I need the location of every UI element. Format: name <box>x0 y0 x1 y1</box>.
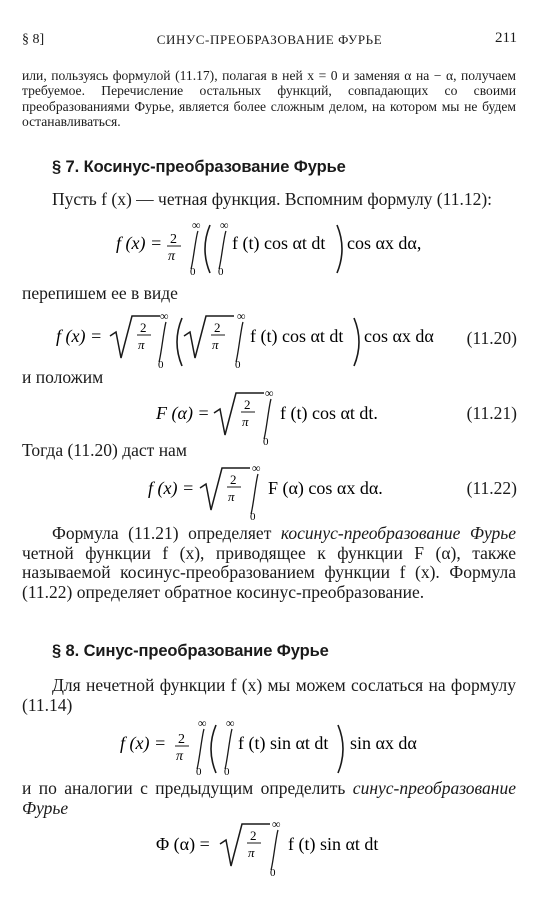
fraction-numerator: 2 <box>214 320 221 335</box>
lower-limit: 0 <box>218 266 224 277</box>
lower-limit: 0 <box>263 436 269 448</box>
integral-sign <box>236 322 243 362</box>
formula-11-14 <box>0 713 541 777</box>
s7-paragraph-3: и положим <box>22 367 104 387</box>
fraction-numerator: 2 <box>140 320 147 335</box>
formula-sine-transform <box>0 816 541 884</box>
equation-number-11-21: (11.21) <box>466 403 517 423</box>
fraction-numerator: 2 <box>170 232 177 247</box>
outer-factor: cos αx dα, <box>347 233 422 253</box>
lower-limit: 0 <box>250 511 256 523</box>
integrand: f (t) sin αt dt <box>288 834 379 854</box>
header-section-ref: § 8] <box>22 32 45 47</box>
lower-limit: 0 <box>224 766 230 777</box>
s7-p5-term: косинус-преобразование Фурье <box>280 523 516 543</box>
inner-integrand: f (t) sin αt dt <box>238 733 329 753</box>
inner-integrand: f (t) cos αt dt <box>232 233 326 253</box>
sqrt-sign <box>220 824 270 866</box>
f-x-lhs: f (x) = <box>148 478 195 498</box>
equation-number-11-22: (11.22) <box>466 478 517 498</box>
fraction-numerator: 2 <box>250 828 257 843</box>
f-x-lhs: f (x) = <box>120 733 167 753</box>
s8-p2-text: и по аналогии с предыдущим определить <box>22 778 353 798</box>
section8-heading: § 8. Синус-преобразование Фурье <box>52 642 329 660</box>
inner-integrand: f (t) cos αt dt <box>250 326 344 346</box>
fraction-numerator: 2 <box>244 397 251 412</box>
upper-limit: ∞ <box>192 218 201 232</box>
s7-p5-text-b: четной функции f (x), приводящее к функции F (α), также называемой косинус-преобразованием функции f (x). Формула (11.22) определяет обратное косинус-преобразование. <box>22 542 516 602</box>
header-title: СИНУС-ПРЕОБРАЗОВАНИЕ ФУРЬЕ <box>156 32 383 47</box>
upper-limit: ∞ <box>160 309 169 323</box>
upper-limit: ∞ <box>198 716 207 730</box>
sqrt-sign <box>200 468 250 510</box>
F-alpha-lhs: F (α) = <box>156 403 210 423</box>
upper-limit: ∞ <box>220 218 229 232</box>
fraction-denominator: π <box>176 749 184 764</box>
s7-paragraph-4: Тогда (11.20) даст нам <box>22 440 187 460</box>
lower-limit: 0 <box>196 766 202 777</box>
formula-11-20 <box>0 306 541 370</box>
upper-limit: ∞ <box>265 386 274 400</box>
fraction-denominator: π <box>138 337 145 352</box>
right-paren <box>337 225 342 273</box>
s7-paragraph-2: перепишем ее в виде <box>22 283 178 303</box>
integral-sign <box>264 399 271 439</box>
fraction-denominator: π <box>168 249 176 264</box>
equation-number-11-20: (11.20) <box>466 328 517 348</box>
lower-limit: 0 <box>235 359 241 370</box>
fraction-numerator: 2 <box>178 732 185 747</box>
fraction-denominator: π <box>242 414 249 429</box>
section7-heading: § 7. Косинус-преобразование Фурье <box>52 158 346 176</box>
fraction-denominator: π <box>212 337 219 352</box>
f-x-lhs: f (x) = <box>116 233 163 253</box>
lower-limit: 0 <box>270 867 276 879</box>
sqrt-sign <box>110 316 160 358</box>
running-header <box>22 30 517 50</box>
left-paren <box>211 725 216 773</box>
integrand: f (t) cos αt dt. <box>280 403 378 423</box>
s7-paragraph-5 <box>22 524 516 602</box>
outer-factor: sin αx dα <box>350 733 417 753</box>
integral-sign <box>191 231 198 269</box>
lower-limit: 0 <box>190 266 196 277</box>
s8-p2-term: синус-преобразование Фурье <box>22 778 516 818</box>
fraction-denominator: π <box>228 489 235 504</box>
s8-paragraph-1: Для нечетной функции f (x) мы можем сослаться на формулу (11.14) <box>22 675 516 715</box>
lower-limit: 0 <box>158 359 164 370</box>
formula-11-22 <box>0 460 541 524</box>
s7-p5-text-a: Формула (11.21) определяет <box>52 523 281 543</box>
formula-11-12 <box>0 213 541 277</box>
upper-limit: ∞ <box>272 817 281 831</box>
outer-factor: cos αx dα <box>364 326 434 346</box>
integrand: F (α) cos αx dα. <box>268 478 383 498</box>
right-paren <box>338 725 343 773</box>
fraction-denominator: π <box>248 845 255 860</box>
s7-paragraph-1: Пусть f (x) — четная функция. Вспомним формулу (11.12): <box>52 189 493 209</box>
integral-sign <box>197 729 204 769</box>
page-number: 211 <box>495 30 517 46</box>
right-paren <box>354 318 359 366</box>
left-paren <box>205 225 210 273</box>
intro-paragraph: или, пользуясь формулой (11.17), полагая в ней x = 0 и заменяя α на − α, получаем требуемое. Перечисление остальных функций, совпадающих со своими преобразованиями Фурье, является более сложным делом, на котором мы не будем останавливаться. <box>22 68 516 129</box>
upper-limit: ∞ <box>252 461 261 475</box>
integral-sign <box>225 729 232 769</box>
sqrt-sign <box>184 316 234 358</box>
upper-limit: ∞ <box>237 309 246 323</box>
s8-paragraph-2 <box>22 779 516 818</box>
upper-limit: ∞ <box>226 716 235 730</box>
left-paren <box>177 318 182 366</box>
integral-sign <box>219 231 226 269</box>
Phi-alpha-lhs: Φ (α) = <box>156 834 210 854</box>
integral-sign <box>251 474 258 514</box>
integral-sign <box>271 830 278 870</box>
integral-sign <box>159 322 166 362</box>
fraction-numerator: 2 <box>230 472 237 487</box>
f-x-lhs: f (x) = <box>56 326 103 346</box>
sqrt-sign <box>214 393 264 435</box>
